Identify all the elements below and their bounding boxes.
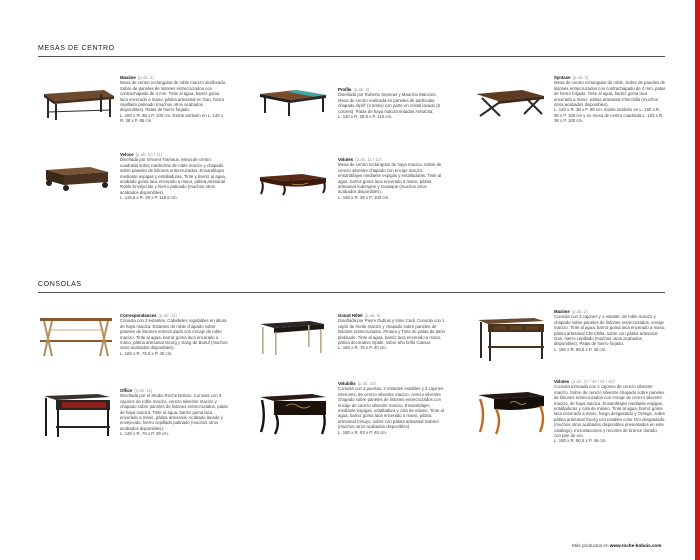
product-dimensions: L. 120 x R. 75 x P. 39 cm.: [120, 431, 169, 437]
office-console-image: [40, 392, 112, 438]
footer-website-link[interactable]: www.roche-bobois.com: [609, 543, 662, 548]
section-divider: [38, 292, 665, 293]
product-description: Consola torneada con 2 cajones de cerezo silvestre macizo. Sobre de cerezo silvestre chapado sobre paneles de listones entrecruzados con encaje de cerezo silvestre macizo, de haya maciza. Ensamblajes mediante espigas, entalladuras y cola de milano. Tinte al agua, barniz goma laca encerado a mano, fuego desgastado y Orange, sobre pátina artesanal Georg con resaltes color Oro desgastado (muchos otros acabados disponibles presentados en este catálogo). Incrustaciones y recortes de bronce dorado, con pan de oro.: [554, 384, 666, 439]
product-ref: (p.ab. 11 / 13): [355, 157, 382, 162]
product-ref: (p.ab. 2): [572, 75, 589, 80]
product-description: Diseñada por Vincent Tramaux. Mesa de centro cuadrada sobre ruedecitas de roble macizo y chapado sobre paneles de listones entrecruzados. Ensamblajes mediante espigas y entalladuras. Tinte y barniz al agua, acabado goma laca encerado a mano, pátina artesanal Roble Envejecido y hierro patinado (muchos otros acabados disponibles).: [120, 157, 227, 195]
product-dimensions: L. 150 x R. 80,5 x P. 40 cm.: [554, 346, 607, 352]
grand-hotel-console-image: [256, 318, 328, 356]
volutes-console-image: [474, 390, 546, 436]
product-ref: (p.ab. 10): [357, 381, 376, 386]
product-ref: (p.ab. 47 / 48 / 61 / 62): [571, 379, 615, 384]
product-name: Veloce: [120, 152, 134, 157]
product-ref: (p.ab. 12): [158, 313, 177, 318]
footer-more-products: [572, 543, 661, 548]
profile-table-image: [256, 86, 330, 118]
maxime-console-image: [474, 316, 546, 362]
product-dimensions: L. 160 x R. 80,5 x P. 46 cm.: [554, 438, 607, 444]
product-name: Grand Hôtel: [338, 313, 363, 318]
section-divider: [38, 56, 665, 57]
product-name: Syntaxe: [554, 75, 571, 80]
product-description: Consola con 2 puertas, 2 estantes estables y 2 cajones interiores, de cerezo silvestre macizo, cerezo silvestre chapado sobre paneles de listones entrecruzados con encaje de cerezo silvestre macizo. Ensamblajes mediante espigas, entalladura y cola de milano. Tinte al agua, barniz goma laca encerado a mano, pátina artesanal Cirtuyo, sobre con pátina artesanal Gabriel (muchos otros acabados disponibles).: [338, 386, 444, 430]
product-description: Diseñada por Roberto Sepreas y Maurizio Manzoni. Mesa de centro realizada en paneles de partículas, chapado Alpi® (4 tintes) con parte en cristal lacado (5 colores). Patas de haya maciza tintadas Antracita.: [338, 92, 441, 114]
product-name: Office: [120, 388, 133, 393]
volubilis-console-image: [256, 392, 328, 436]
product-dimensions: L. 150 x R. 38 x P. 100 cm.: [338, 194, 390, 200]
product-name: Correspondances: [120, 313, 157, 318]
product-description: Mesa de centro rectangular de roble. Sobre de paneles de listones entrecruzados con contrachapado de 4 mm, patas de hierro forjado. Tinte al agua, barniz goma laca encerado a mano, pátina artesanal Chinchilla (muchos otros acabados disponibles).: [554, 80, 666, 108]
volutes-table-image: [256, 170, 330, 196]
product-description: Mesa de centro rectangular de roble macizo desflorado. Sobre de paneles de listones entrecruzados con contrachapado de 4 mm. Tinte al agua, barniz goma laca encerado a mano, pátina artesanal en Gan, hierro cepillado patinado (muchos otros acabados disponibles). Patas de hierro forjado.: [120, 80, 227, 113]
product-name: Volutes: [554, 379, 570, 384]
product-description: Consola con 2 estantes. Caballetes regulables en altura de haya maciza. Estantes de roble chapado sobre paneles de listones entrecruzado con encaje de roble macizo. Tinte al agua, barniz goma laca encerado a mano, pátina artesanal Georg y Sang de Boeuf (muchos otros acabados disponibles).: [120, 318, 228, 351]
product-ref: (p.ab. 2): [571, 309, 588, 314]
product-name: Volubilis: [338, 381, 356, 386]
syntaxe-table-image: [472, 86, 548, 120]
section-title-coffee-tables: MESAS DE CENTRO: [38, 45, 115, 52]
product-dimensions: L. 110 x R. 28,5 x P. 110 cm.: [338, 114, 393, 120]
product-dimensions: L. 160 x R. 38 x P. 100 cm. Existe también en L. 140 x R. 38 x P. 85 cm.: [120, 112, 224, 124]
product-name: Profile: [338, 87, 352, 92]
product-dimensions: L. 160 x R. 76 x P. 40 cm.: [338, 345, 387, 351]
product-description: Mesa de centro rectangular de haya maciza. Sobre de cerezo silvestre chapado con encaje macizo, ensamblajes mediante espigas y entalladuras. Tinte al agua, barniz goma laca encerado a mano, pátina artesanal Aubergine y Guasque (muchos otros acabados disponibles).: [338, 162, 442, 195]
correspondances-console-image: [38, 314, 114, 358]
product-name: Volutes: [338, 157, 354, 162]
product-ref: (p.ab. 11): [134, 388, 153, 393]
product-name: Maxime: [120, 75, 136, 80]
product-ref: (p.ab. 2): [137, 75, 154, 80]
veloce-table-image: [40, 164, 112, 192]
section-title-consoles: CONSOLAS: [38, 281, 82, 288]
product-dimensions: L. 140 x R. 38 x P. 80 cm. Existe también en L. 160 x R. 38 x P. 100 cm y en mesa de centro cuadrada L. 103 x R. 38 x P. 100 cm.: [554, 107, 664, 124]
product-ref: (p.ab. 4): [353, 87, 370, 92]
maxime-table-image: [40, 84, 116, 122]
product-description: Diseñada por el Studio Roche Bobois. Consola con 3 cajones de roble macizo, cerezo silvestre macizo y chapado sobre paneles de listones entrecruzados, patas de haya maciza. Tinte al agua, barniz goma laca encerado a mano, pátina artesanal. Acabado lacado y envejecido, hierro cepillado patinado (muchos otros acabados disponibles).: [120, 393, 228, 431]
red-edge-bar: [695, 0, 700, 560]
product-dimensions: L. 180 x R. 83 x P. 45 cm.: [338, 429, 387, 435]
product-dimensions: L. 119,5 x R. 29 x P. 119,5 cm.: [120, 195, 178, 201]
product-dimensions: L. 160 x R. 75,5 x P. 40 cm.: [120, 350, 173, 356]
product-ref: (p.ab. 10 / 11): [135, 152, 163, 157]
product-description: Diseñada por Pierre Dubois y Ionie Cadi. Consola con 1 cajón de frente macizo y chapado sobre paneles de listones entrecruzados. Pintura y Tinte de patas de latón platinado. Tinte al agua, barniz laca encerado a mano, pátina decorativo Opale, sobre año brillo Caesar.: [338, 318, 446, 346]
footer-text: Más productos en: [572, 543, 610, 548]
product-description: Consola con 3 cajones y 1 estante, de roble macizo y chapado sobre paneles de listones entrecruzados, encaje macizo. Tinte al agua, barniz goma laca encerado a mano, pátina artesanal Chinchilla, sobre con pátina artesanal Gan, hierro cepillado (muchos otros acabados disponibles). Patas de hierro forjado.: [554, 314, 666, 347]
product-ref: (p.ab. 5): [364, 313, 381, 318]
product-name: Maxime: [554, 309, 570, 314]
